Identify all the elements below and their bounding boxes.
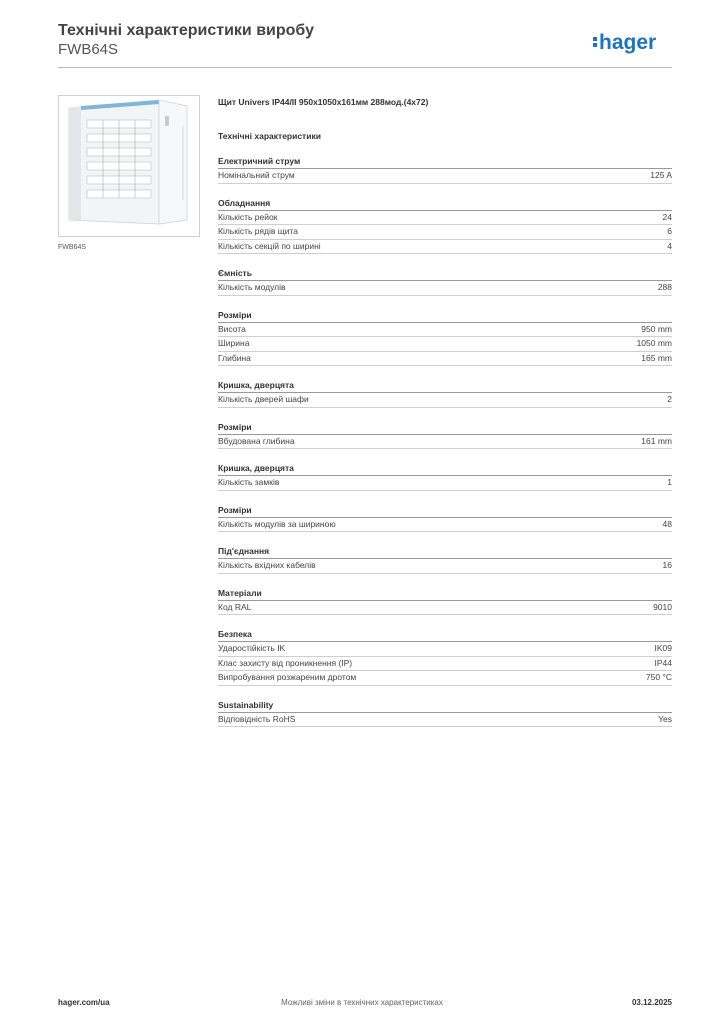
- spec-row: [218, 559, 672, 574]
- spec-row: [218, 393, 672, 408]
- spec-value: 750 °C: [645, 672, 672, 682]
- spec-value: 24: [662, 211, 672, 222]
- spec-row: [218, 657, 672, 672]
- section-title: Матеріали: [218, 588, 672, 601]
- spec-label: Номінальний струм: [218, 170, 295, 180]
- footer-date: 03.12.2025: [631, 998, 672, 1007]
- spec-value: 9010: [653, 601, 672, 612]
- section-title: Розміри: [218, 310, 672, 323]
- hager-logo: [592, 28, 672, 56]
- footer-website: hager.com/ua: [58, 998, 110, 1007]
- header-divider: [58, 67, 672, 68]
- spec-row: [218, 642, 672, 657]
- spec-label: Клас захисту від проникнення (IP): [218, 657, 353, 668]
- spec-label: Вбудована глибина: [218, 435, 295, 446]
- spec-row: [218, 476, 672, 491]
- spec-label: Кількість замків: [218, 477, 280, 487]
- spec-label: Кількість рядів щита: [218, 226, 298, 236]
- spec-row: [218, 169, 672, 184]
- spec-label: Ударостійкість IK: [218, 643, 286, 653]
- spec-row: [218, 211, 672, 226]
- spec-section: [218, 588, 672, 616]
- spec-label: Ширина: [218, 338, 250, 348]
- spec-value: 6: [667, 226, 672, 236]
- spec-value: 1: [667, 477, 672, 487]
- spec-section: [218, 505, 672, 533]
- section-title: Розміри: [218, 422, 672, 435]
- spec-row: [218, 225, 672, 240]
- spec-row: [218, 352, 672, 367]
- spec-label: Кількість секцій по ширині: [218, 240, 321, 251]
- spec-row: [218, 323, 672, 338]
- spec-row: [218, 337, 672, 352]
- spec-row: [218, 713, 672, 728]
- spec-section: [218, 198, 672, 255]
- spec-label: Кількість вхідних кабелів: [218, 560, 316, 570]
- spec-section: [218, 422, 672, 450]
- product-code: FWB64S: [58, 41, 119, 58]
- spec-value: Yes: [658, 713, 672, 724]
- product-image: [58, 95, 200, 237]
- spec-value: 48: [662, 518, 672, 529]
- section-title: Електричний струм: [218, 156, 672, 169]
- spec-value: 165 mm: [641, 352, 672, 363]
- spec-label: Кількість рейок: [218, 211, 278, 222]
- spec-sections: [218, 156, 672, 727]
- spec-value: 16: [662, 560, 672, 570]
- spec-section: [218, 310, 672, 367]
- spec-value: 1050 mm: [636, 338, 672, 348]
- section-title: Кришка, дверцята: [218, 463, 672, 476]
- section-title: Ємність: [218, 268, 672, 281]
- footer-note: Можливі зміни в технічних характеристиках: [281, 998, 443, 1007]
- document-title: Технічні характеристики виробу: [58, 22, 314, 39]
- spec-value: 2: [667, 394, 672, 404]
- section-title: Безпека: [218, 629, 672, 642]
- spec-section: [218, 156, 672, 184]
- spec-value: IK09: [654, 643, 672, 653]
- spec-row: [218, 240, 672, 255]
- section-title: Sustainability: [218, 700, 672, 713]
- spec-section: [218, 546, 672, 574]
- spec-section: [218, 380, 672, 408]
- section-title: Розміри: [218, 505, 672, 518]
- section-title: Обладнання: [218, 198, 672, 211]
- spec-value: 950 mm: [641, 323, 672, 334]
- spec-section: [218, 629, 672, 686]
- section-title: Кришка, дверцята: [218, 380, 672, 393]
- specs-heading: Технічні характеристики: [218, 131, 321, 141]
- spec-label: Кількість дверей шафи: [218, 394, 309, 404]
- section-title: Під'єднання: [218, 546, 672, 559]
- enclosure-illustration: [59, 96, 199, 236]
- spec-value: 125 A: [650, 170, 672, 180]
- spec-label: Кількість модулів: [218, 282, 286, 292]
- specifications-panel: [218, 96, 672, 727]
- spec-row: [218, 435, 672, 450]
- spec-value: 288: [657, 282, 672, 292]
- spec-section: [218, 268, 672, 296]
- spec-label: Глибина: [218, 352, 251, 363]
- product-name: Щит Univers IP44/II 950x1050x161мм 288мод.(4x72): [218, 97, 429, 107]
- spec-value: 4: [667, 240, 672, 251]
- spec-value: IP44: [654, 657, 672, 668]
- spec-label: Кількість модулів за шириною: [218, 518, 336, 529]
- product-image-caption: FWB64S: [58, 244, 87, 251]
- spec-section: [218, 463, 672, 491]
- logo-text: hager: [599, 31, 657, 54]
- spec-section: [218, 700, 672, 728]
- spec-row: [218, 518, 672, 533]
- spec-label: Код RAL: [218, 601, 252, 612]
- spec-value: 161 mm: [641, 435, 672, 446]
- spec-row: [218, 281, 672, 296]
- spec-row: [218, 671, 672, 686]
- spec-row: [218, 601, 672, 616]
- spec-label: Випробування розжареним дротом: [218, 672, 357, 682]
- spec-label: Відповідність RoHS: [218, 713, 296, 724]
- spec-label: Висота: [218, 323, 246, 334]
